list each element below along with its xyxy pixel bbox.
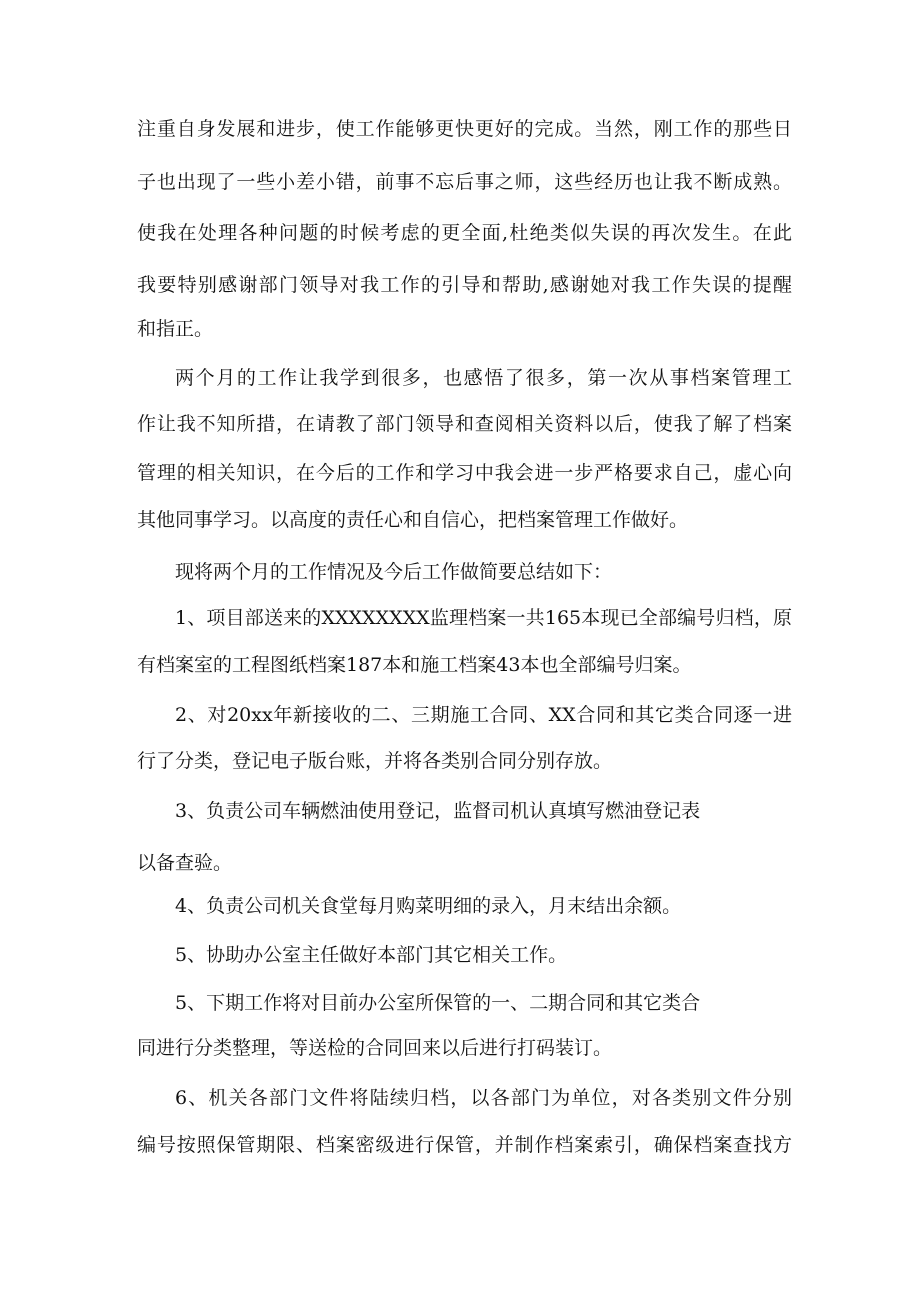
text-line: 使我在处理各种问题的时候考虑的更全面,杜绝类似失误的再次发生。在此 (137, 222, 792, 244)
text-line: 和指正。 (137, 318, 214, 340)
text-line: 有档案室的工程图纸档案187本和施工档案43本也全部编号归案。 (137, 654, 692, 676)
text-line: 行了分类，登记电子版台账，并将各类别合同分别存放。 (137, 750, 613, 772)
text-line: 1、项目部送来的XXXXXXXX监理档案一共165本现已全部编号归档，原 (175, 607, 792, 629)
text-line: 管理的相关知识，在今后的工作和学习中我会进一步严格要求自己，虚心向 (137, 462, 792, 484)
text-line: 以备查验。 (137, 852, 233, 874)
text-line: 5、协助办公室主任做好本部门其它相关工作。 (175, 944, 568, 966)
text-line: 编号按照保管期限、档案密级进行保管，并制作档案索引，确保档案查找方 (137, 1134, 792, 1156)
text-line: 2、对20xx年新接收的二、三期施工合同、XX合同和其它类合同逐一进 (175, 704, 792, 726)
text-line: 现将两个月的工作情况及今后工作做简要总结如下： (175, 561, 613, 583)
text-line: 6、机关各部门文件将陆续归档，以各部门为单位，对各类别文件分别 (175, 1087, 792, 1109)
text-line: 我要特别感谢部门领导对我工作的引导和帮助,感谢她对我工作失误的提醒 (137, 274, 792, 296)
text-line: 其他同事学习。以高度的责任心和自信心，把档案管理工作做好。 (137, 509, 689, 531)
text-line: 5、下期工作将对目前办公室所保管的一、二期合同和其它类合 (175, 992, 701, 1014)
text-line: 作让我不知所措，在请教了部门领导和查阅相关资料以后，使我了解了档案 (137, 413, 792, 435)
text-line: 两个月的工作让我学到很多，也感悟了很多，第一次从事档案管理工 (175, 367, 792, 389)
text-line: 子也出现了一些小差小错，前事不忘后事之师，这些经历也让我不断成熟。 (137, 171, 792, 193)
text-line: 同进行分类整理，等送检的合同回来以后进行打码装订。 (137, 1037, 613, 1059)
text-line: 4、负责公司机关食堂每月购菜明细的录入，月末结出余额。 (175, 895, 682, 917)
text-line: 注重自身发展和进步，使工作能够更快更好的完成。当然，刚工作的那些日 (137, 118, 792, 140)
text-line: 3、负责公司车辆燃油使用登记，监督司机认真填写燃油登记表 (175, 800, 701, 822)
